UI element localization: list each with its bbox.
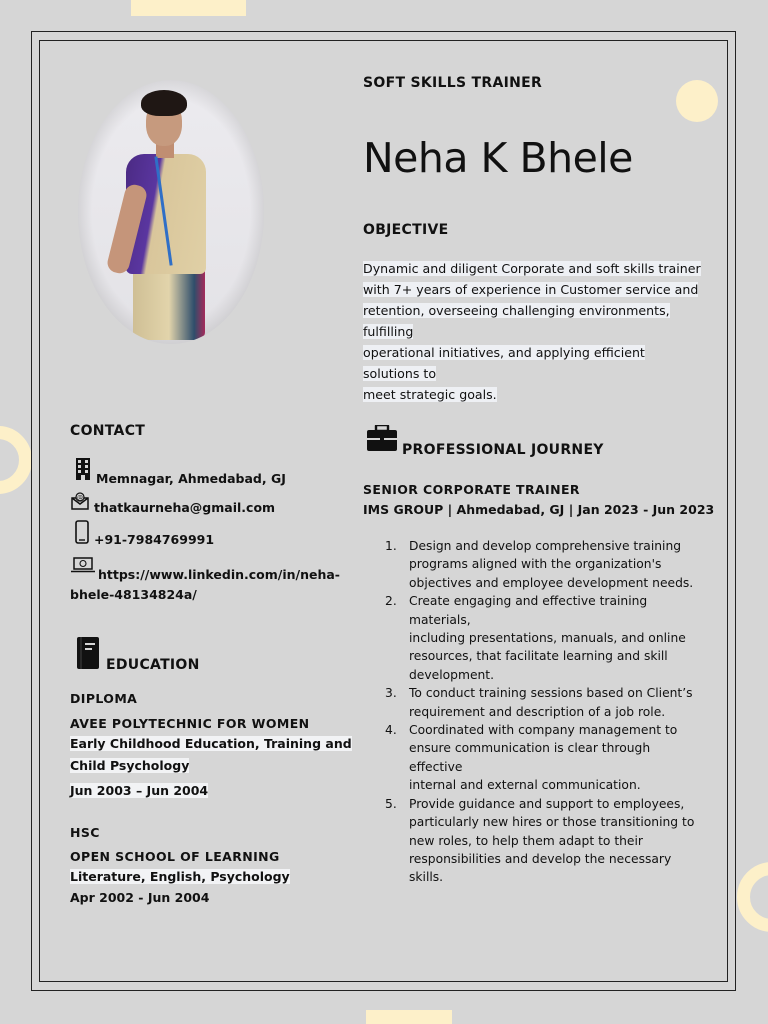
- education-field-cont: [70, 758, 189, 773]
- list-line: requirement and description of a job role.: [409, 704, 666, 719]
- notebook-icon: [77, 637, 99, 669]
- education-field: [70, 736, 352, 751]
- job-title: SOFT SKILLS TRAINER: [363, 75, 543, 91]
- job-role: SENIOR CORPORATE TRAINER: [363, 482, 580, 497]
- list-line: Provide guidance and support to employees,: [409, 796, 685, 811]
- list-number: 4.: [385, 723, 397, 738]
- objective-line: retention, overseeing challenging environments, fulfilling: [363, 303, 670, 339]
- list-number: 5.: [385, 796, 397, 811]
- list-number: 3.: [385, 686, 397, 701]
- briefcase-icon: [367, 425, 397, 451]
- list-line: objectives and employee development needs.: [409, 575, 694, 590]
- person-name: Neha K Bhele: [363, 134, 633, 182]
- contact-heading: CONTACT: [70, 423, 146, 439]
- list-item: [363, 684, 703, 721]
- list-line: To conduct training sessions based on Client’s: [409, 686, 693, 701]
- education-dates: [70, 783, 208, 798]
- objective-line: meet strategic goals.: [363, 387, 497, 402]
- education-field-line: Child Psychology: [70, 758, 190, 773]
- list-line: Coordinated with company management to: [409, 723, 678, 738]
- contact-linkedin-cont[interactable]: bhele-48134824a/: [70, 587, 197, 602]
- education-heading: EDUCATION: [106, 657, 200, 673]
- email-icon: [71, 492, 89, 510]
- decorative-bar-bottom: [366, 1010, 452, 1024]
- objective-line: Dynamic and diligent Corporate and soft skills trainer: [363, 261, 701, 276]
- list-item: [363, 592, 703, 684]
- contact-email[interactable]: thatkaurneha@gmail.com: [94, 500, 276, 515]
- laptop-icon: [71, 557, 95, 573]
- building-icon: [76, 458, 90, 480]
- education-field-line: Early Childhood Education, Training and: [70, 736, 352, 751]
- decorative-ring-left: [0, 426, 32, 494]
- education-dates: Apr 2002 - Jun 2004: [70, 890, 210, 905]
- duties-list: [363, 537, 703, 887]
- objective-text: [363, 258, 703, 405]
- list-line: programs aligned with the organization's: [409, 557, 662, 572]
- svg-text:@: @: [77, 494, 83, 502]
- contact-phone: +91-7984769991: [94, 532, 215, 547]
- objective-heading: OBJECTIVE: [363, 222, 449, 238]
- list-line: resources, that facilitate learning and skill: [409, 649, 668, 664]
- list-line: responsibilities and develop the necessary skills.: [409, 851, 672, 885]
- journey-heading: PROFESSIONAL JOURNEY: [402, 442, 604, 458]
- education-dates-text: Jun 2003 – Jun 2004: [70, 783, 209, 798]
- job-company: IMS GROUP | Ahmedabad, GJ | Jan 2023 - Jun 2023: [363, 502, 715, 517]
- phone-icon: [75, 520, 89, 544]
- contact-address: Memnagar, Ahmedabad, GJ: [96, 471, 286, 486]
- decorative-ring-right: [737, 862, 768, 932]
- list-line: ensure communication is clear through effective: [409, 741, 651, 774]
- list-item: [363, 795, 703, 887]
- decorative-bar-top: [131, 0, 246, 16]
- education-level: DIPLOMA: [70, 691, 138, 706]
- contact-linkedin[interactable]: https://www.linkedin.com/in/neha-: [98, 567, 340, 582]
- list-line: particularly new hires or those transitioning to: [409, 815, 695, 830]
- list-number: 2.: [385, 594, 397, 609]
- list-line: Design and develop comprehensive training: [409, 539, 682, 553]
- list-item: [363, 537, 703, 592]
- education-level: HSC: [70, 825, 100, 840]
- list-line: Create engaging and effective training materials,: [409, 594, 648, 627]
- list-line: new roles, to help them adapt to their: [409, 833, 643, 848]
- list-line: internal and external communication.: [409, 778, 641, 793]
- objective-line: operational initiatives, and applying efficient solutions to: [363, 345, 645, 381]
- education-institution: AVEE POLYTECHNIC FOR WOMEN: [70, 716, 310, 731]
- list-item: [363, 721, 703, 795]
- education-institution: OPEN SCHOOL OF LEARNING: [70, 849, 280, 864]
- objective-line: with 7+ years of experience in Customer service and: [363, 282, 699, 297]
- profile-photo: [78, 80, 264, 344]
- list-number: 1.: [385, 539, 397, 553]
- list-line: including presentations, manuals, and online: [409, 631, 686, 646]
- list-line: development.: [409, 667, 495, 682]
- education-field-line: Literature, English, Psychology: [70, 869, 290, 884]
- education-field: [70, 869, 290, 884]
